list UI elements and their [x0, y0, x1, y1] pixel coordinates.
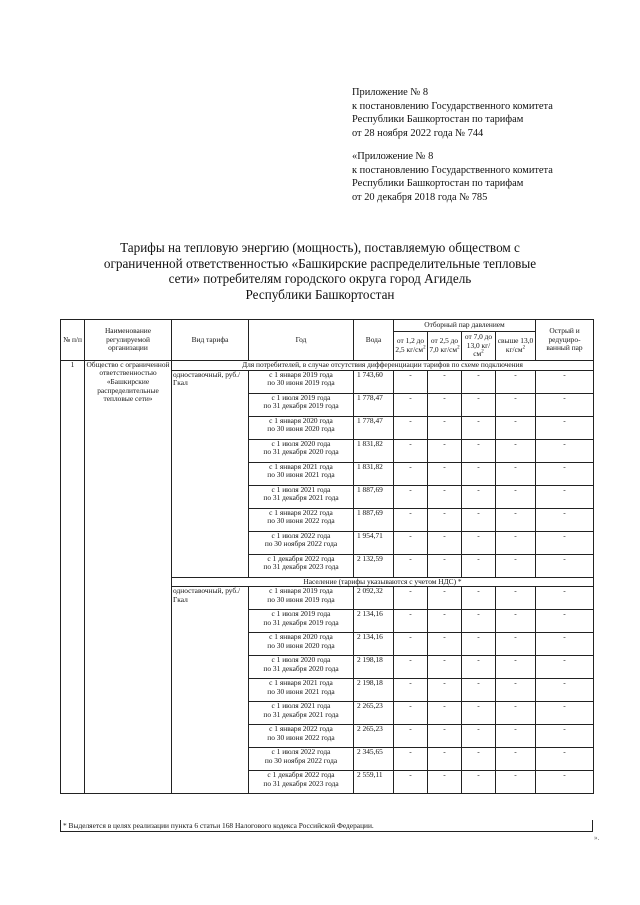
title-line3: сети» потребителям городского округа город Агидель: [168, 271, 472, 287]
empty-value-dash: -: [428, 554, 462, 577]
water-tariff-value: 2 092,32: [354, 587, 394, 610]
empty-value-dash: -: [428, 656, 462, 679]
empty-value-dash: -: [462, 656, 496, 679]
document-title: [90, 240, 550, 302]
period-to: по 30 июня 2021 года: [267, 470, 335, 480]
empty-value-dash: -: [496, 725, 536, 748]
empty-value-dash: -: [428, 531, 462, 554]
period-from: с 1 июля 2019 года: [271, 609, 331, 619]
empty-value-dash: -: [428, 485, 462, 508]
period-to: по 30 июня 2019 года: [267, 594, 335, 604]
empty-value-dash: -: [496, 633, 536, 656]
period-cell: [249, 748, 354, 771]
empty-value-dash: -: [394, 725, 428, 748]
empty-value-dash: -: [536, 393, 594, 416]
period-from: с 1 января 2019 года: [269, 370, 333, 379]
period-to: по 31 декабря 2020 года: [263, 663, 339, 673]
water-tariff-value: 1 954,71: [354, 531, 394, 554]
col-header-p1: от 1,2 до 2,5 $кг/см^2$: [394, 332, 428, 361]
empty-value-dash: -: [394, 748, 428, 771]
empty-value-dash: -: [462, 485, 496, 508]
empty-value-dash: -: [428, 393, 462, 416]
empty-value-dash: -: [496, 416, 536, 439]
water-tariff-value: 2 198,18: [354, 656, 394, 679]
title-line1: Тарифы на тепловую энергию (мощность), поставляемую обществом с: [120, 240, 520, 255]
empty-value-dash: -: [462, 508, 496, 531]
empty-value-dash: -: [462, 587, 496, 610]
header-original-line4: от 20 декабря 2018 года № 785: [352, 191, 488, 203]
empty-value-dash: -: [536, 439, 594, 462]
water-tariff-value: 2 132,59: [354, 554, 394, 577]
empty-value-dash: -: [496, 656, 536, 679]
period-cell: [249, 485, 354, 508]
period-to: по 30 июня 2022 года: [267, 516, 335, 526]
empty-value-dash: -: [462, 370, 496, 393]
empty-value-dash: -: [428, 748, 462, 771]
col-header-org: Наименование регулируемой организации: [85, 320, 172, 361]
period-from: с 1 января 2020 года: [269, 416, 333, 425]
empty-value-dash: -: [536, 587, 594, 610]
empty-value-dash: -: [496, 587, 536, 610]
empty-value-dash: -: [428, 462, 462, 485]
empty-value-dash: -: [496, 508, 536, 531]
period-from: с 1 июля 2019 года: [271, 393, 331, 402]
col-header-num: № п/п: [61, 320, 85, 361]
period-from: с 1 июля 2020 года: [271, 655, 331, 665]
water-tariff-value: 1 887,69: [354, 485, 394, 508]
empty-value-dash: -: [536, 656, 594, 679]
header-original-line1: «Приложение № 8: [352, 151, 434, 162]
water-tariff-value: 2 198,18: [354, 679, 394, 702]
tariff-type: одноставочный, руб./Гкал: [172, 370, 249, 577]
empty-value-dash: -: [496, 679, 536, 702]
empty-value-dash: -: [536, 554, 594, 577]
header-original-decree: [352, 150, 553, 204]
empty-value-dash: -: [536, 462, 594, 485]
empty-value-dash: -: [394, 393, 428, 416]
section-title: Для потребителей, в случае отсутствия дифференциации тарифов по схеме подключения: [172, 360, 594, 370]
col-header-p3: от 7,0 до 13,0 $кг/см^2$: [462, 332, 496, 361]
period-from: с 1 декабря 2022 года: [267, 554, 335, 563]
empty-value-dash: -: [496, 771, 536, 794]
period-from: с 1 декабря 2022 года: [267, 770, 335, 780]
water-tariff-value: 1 778,47: [354, 393, 394, 416]
period-from: с 1 января 2020 года: [269, 632, 333, 642]
empty-value-dash: -: [428, 370, 462, 393]
period-to: по 30 ноября 2022 года: [264, 539, 338, 549]
empty-value-dash: -: [462, 393, 496, 416]
period-from: с 1 января 2022 года: [269, 508, 333, 517]
period-to: по 31 декабря 2019 года: [263, 401, 339, 411]
empty-value-dash: -: [394, 462, 428, 485]
period-to: по 30 ноября 2022 года: [264, 755, 338, 765]
title-line2: ограниченной ответственностью «Башкирские распределительные тепловые: [103, 255, 537, 271]
empty-value-dash: -: [394, 485, 428, 508]
empty-value-dash: -: [462, 554, 496, 577]
empty-value-dash: -: [394, 656, 428, 679]
period-cell: [249, 656, 354, 679]
period-to: по 31 декабря 2023 года: [263, 778, 339, 788]
empty-value-dash: -: [462, 771, 496, 794]
header-original-line2: к постановлению Государственного комитета: [352, 164, 553, 176]
water-tariff-value: 2 265,23: [354, 725, 394, 748]
empty-value-dash: -: [536, 679, 594, 702]
water-tariff-value: 1 831,82: [354, 439, 394, 462]
empty-value-dash: -: [462, 702, 496, 725]
empty-value-dash: -: [428, 633, 462, 656]
period-cell: [249, 725, 354, 748]
empty-value-dash: -: [496, 439, 536, 462]
period-cell: [249, 702, 354, 725]
water-tariff-value: 2 559,11: [354, 771, 394, 794]
water-tariff-value: 2 345,65: [354, 748, 394, 771]
col-header-p4: свыше 13,0 $кг/см^2$: [496, 332, 536, 361]
empty-value-dash: -: [394, 610, 428, 633]
section-row: [61, 360, 594, 370]
empty-value-dash: -: [462, 633, 496, 656]
water-tariff-value: 1 831,82: [354, 462, 394, 485]
empty-value-dash: -: [394, 554, 428, 577]
tariff-table: [60, 319, 594, 794]
empty-value-dash: -: [394, 633, 428, 656]
period-cell: [249, 554, 354, 577]
empty-value-dash: -: [536, 702, 594, 725]
period-to: по 31 декабря 2021 года: [263, 709, 339, 719]
water-tariff-value: 1 778,47: [354, 416, 394, 439]
period-cell: [249, 587, 354, 610]
header-current-decree: [352, 86, 553, 140]
empty-value-dash: -: [428, 771, 462, 794]
empty-value-dash: -: [536, 771, 594, 794]
period-cell: [249, 679, 354, 702]
empty-value-dash: -: [496, 462, 536, 485]
period-to: по 30 июня 2021 года: [267, 686, 335, 696]
col-header-type: Вид тарифа: [172, 320, 249, 361]
empty-value-dash: -: [428, 587, 462, 610]
period-cell: [249, 531, 354, 554]
col-header-steam-group: Отборный пар давлением: [394, 320, 536, 332]
empty-value-dash: -: [496, 702, 536, 725]
title-line4: Республики Башкортостан: [245, 286, 395, 302]
period-cell: [249, 439, 354, 462]
empty-value-dash: -: [536, 485, 594, 508]
period-from: с 1 июля 2021 года: [271, 701, 331, 711]
empty-value-dash: -: [496, 370, 536, 393]
empty-value-dash: -: [462, 416, 496, 439]
period-from: с 1 января 2021 года: [269, 678, 333, 688]
empty-value-dash: -: [496, 748, 536, 771]
empty-value-dash: -: [462, 725, 496, 748]
empty-value-dash: -: [496, 610, 536, 633]
period-to: по 31 декабря 2019 года: [263, 617, 339, 627]
row-number: 1: [61, 360, 85, 794]
empty-value-dash: -: [496, 531, 536, 554]
period-cell: [249, 370, 354, 393]
col-header-water: Вода: [354, 320, 394, 361]
header-current-line1: Приложение № 8: [352, 87, 429, 98]
empty-value-dash: -: [462, 679, 496, 702]
page-mark: ».: [594, 834, 600, 842]
empty-value-dash: -: [394, 702, 428, 725]
empty-value-dash: -: [536, 531, 594, 554]
empty-value-dash: -: [496, 554, 536, 577]
col-header-sharp-steam: Острый и редуциро-ванный пар: [536, 320, 594, 361]
period-from: с 1 января 2022 года: [269, 724, 333, 734]
period-cell: [249, 633, 354, 656]
header-current-line4: от 28 ноября 2022 года № 744: [352, 127, 484, 139]
period-from: с 1 июля 2022 года: [271, 747, 331, 757]
empty-value-dash: -: [536, 508, 594, 531]
empty-value-dash: -: [462, 462, 496, 485]
water-tariff-value: 1 887,69: [354, 508, 394, 531]
period-to: по 31 декабря 2021 года: [263, 493, 339, 503]
empty-value-dash: -: [536, 633, 594, 656]
period-from: с 1 июля 2020 года: [271, 439, 331, 448]
period-from: с 1 июля 2022 года: [271, 531, 331, 540]
section-title: Население (тарифы указываются с учетом НДС) *: [172, 577, 594, 587]
empty-value-dash: -: [536, 370, 594, 393]
period-cell: [249, 462, 354, 485]
empty-value-dash: -: [394, 508, 428, 531]
water-tariff-value: 1 743,60: [354, 370, 394, 393]
period-cell: [249, 508, 354, 531]
empty-value-dash: -: [462, 610, 496, 633]
water-tariff-value: 2 265,23: [354, 702, 394, 725]
tariff-type: одноставочный, руб./Гкал: [172, 587, 249, 794]
empty-value-dash: -: [394, 531, 428, 554]
period-cell: [249, 610, 354, 633]
period-to: по 30 июня 2020 года: [267, 640, 335, 650]
empty-value-dash: -: [462, 531, 496, 554]
empty-value-dash: -: [394, 771, 428, 794]
period-to: по 30 июня 2019 года: [267, 378, 335, 388]
empty-value-dash: -: [428, 416, 462, 439]
empty-value-dash: -: [428, 725, 462, 748]
period-from: с 1 января 2021 года: [269, 462, 333, 471]
empty-value-dash: -: [536, 725, 594, 748]
water-tariff-value: 2 134,16: [354, 633, 394, 656]
empty-value-dash: -: [428, 702, 462, 725]
empty-value-dash: -: [394, 439, 428, 462]
header-original-line3: Республики Башкортостан по тарифам: [352, 178, 524, 190]
period-from: с 1 января 2019 года: [269, 586, 333, 596]
empty-value-dash: -: [394, 587, 428, 610]
empty-value-dash: -: [496, 485, 536, 508]
empty-value-dash: -: [428, 439, 462, 462]
empty-value-dash: -: [462, 439, 496, 462]
col-header-p2: от 2,5 до 7,0 $кг/см^2$: [428, 332, 462, 361]
period-cell: [249, 416, 354, 439]
period-from: с 1 июля 2021 года: [271, 485, 331, 494]
empty-value-dash: -: [536, 416, 594, 439]
col-header-year: Год: [249, 320, 354, 361]
period-to: по 30 июня 2022 года: [267, 732, 335, 742]
period-to: по 31 декабря 2023 года: [263, 562, 339, 572]
empty-value-dash: -: [394, 416, 428, 439]
water-tariff-value: 2 134,16: [354, 610, 394, 633]
empty-value-dash: -: [496, 393, 536, 416]
empty-value-dash: -: [536, 610, 594, 633]
empty-value-dash: -: [394, 679, 428, 702]
period-to: по 30 июня 2020 года: [267, 424, 335, 434]
organization-name: Общество с ограниченной ответственностью «Башкирские распределительные тепловые сети»: [85, 360, 172, 794]
empty-value-dash: -: [462, 748, 496, 771]
header-current-line3: Республики Башкортостан по тарифам: [352, 114, 524, 126]
period-cell: [249, 771, 354, 794]
empty-value-dash: -: [428, 610, 462, 633]
period-cell: [249, 393, 354, 416]
footnote: * Выделяется в целях реализации пункта 6 статьи 168 Налогового кодекса Российской Федерации.: [60, 820, 593, 832]
period-to: по 31 декабря 2020 года: [263, 447, 339, 457]
empty-value-dash: -: [428, 508, 462, 531]
header-current-line2: к постановлению Государственного комитета: [352, 100, 553, 112]
empty-value-dash: -: [536, 748, 594, 771]
empty-value-dash: -: [394, 370, 428, 393]
empty-value-dash: -: [428, 679, 462, 702]
